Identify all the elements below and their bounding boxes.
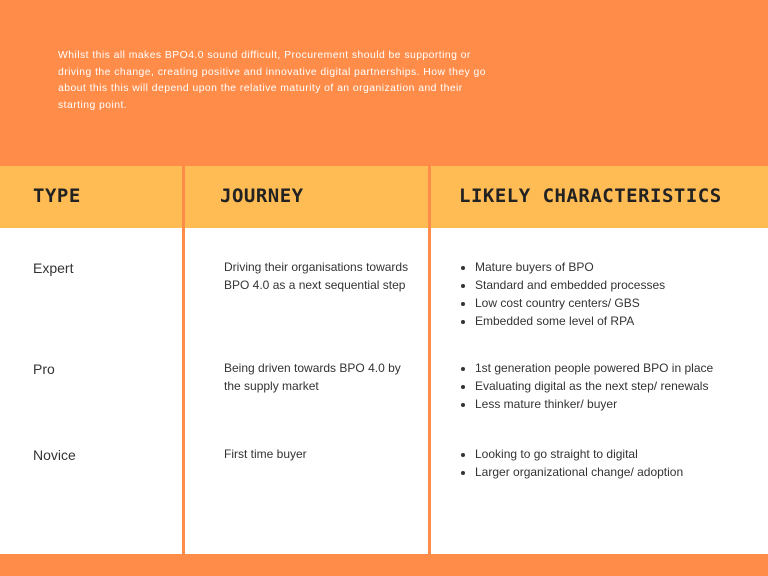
list-item: • Standard and embedded processes — [475, 276, 665, 294]
characteristics-list-expert — [460, 258, 665, 330]
list-item: • Less mature thinker/ buyer — [475, 395, 713, 413]
footer-band — [0, 554, 768, 576]
journey-cell-pro: Being driven towards BPO 4.0 by the supply market — [224, 361, 401, 393]
characteristics-list-novice — [460, 445, 683, 481]
column-divider — [428, 166, 431, 554]
intro-paragraph: Whilst this all makes BPO4.0 sound difficult, Procurement should be supporting or driving the change, creating positive and innovative digital partnerships. How they go about this this will depend upon the relative maturity of an organization and their starting point. — [58, 50, 487, 111]
journey-cell-expert: Driving their organisations towards BPO 4.0 as a next sequential step — [224, 260, 409, 292]
list-item: • Mature buyers of BPO — [475, 258, 665, 276]
list-item: • Larger organizational change/ adoption — [475, 463, 683, 481]
type-cell-expert: Expert — [33, 260, 74, 276]
type-cell-novice: Novice — [33, 447, 76, 463]
journey-cell-novice: First time buyer — [224, 447, 307, 461]
header-characteristics: LIKELY CHARACTERISTICS — [459, 185, 722, 207]
list-item: • 1st generation people powered BPO in place — [475, 359, 713, 377]
column-divider — [182, 166, 185, 554]
characteristics-list-pro — [460, 359, 713, 413]
list-item: • Looking to go straight to digital — [475, 445, 683, 463]
header-journey: JOURNEY — [220, 185, 304, 207]
list-item: • Evaluating digital as the next step/ renewals — [475, 377, 713, 395]
list-item: • Low cost country centers/ GBS — [475, 294, 665, 312]
intro-banner — [0, 0, 768, 166]
type-cell-pro: Pro — [33, 361, 55, 377]
header-type: TYPE — [33, 185, 81, 207]
list-item: • Embedded some level of RPA — [475, 312, 665, 330]
